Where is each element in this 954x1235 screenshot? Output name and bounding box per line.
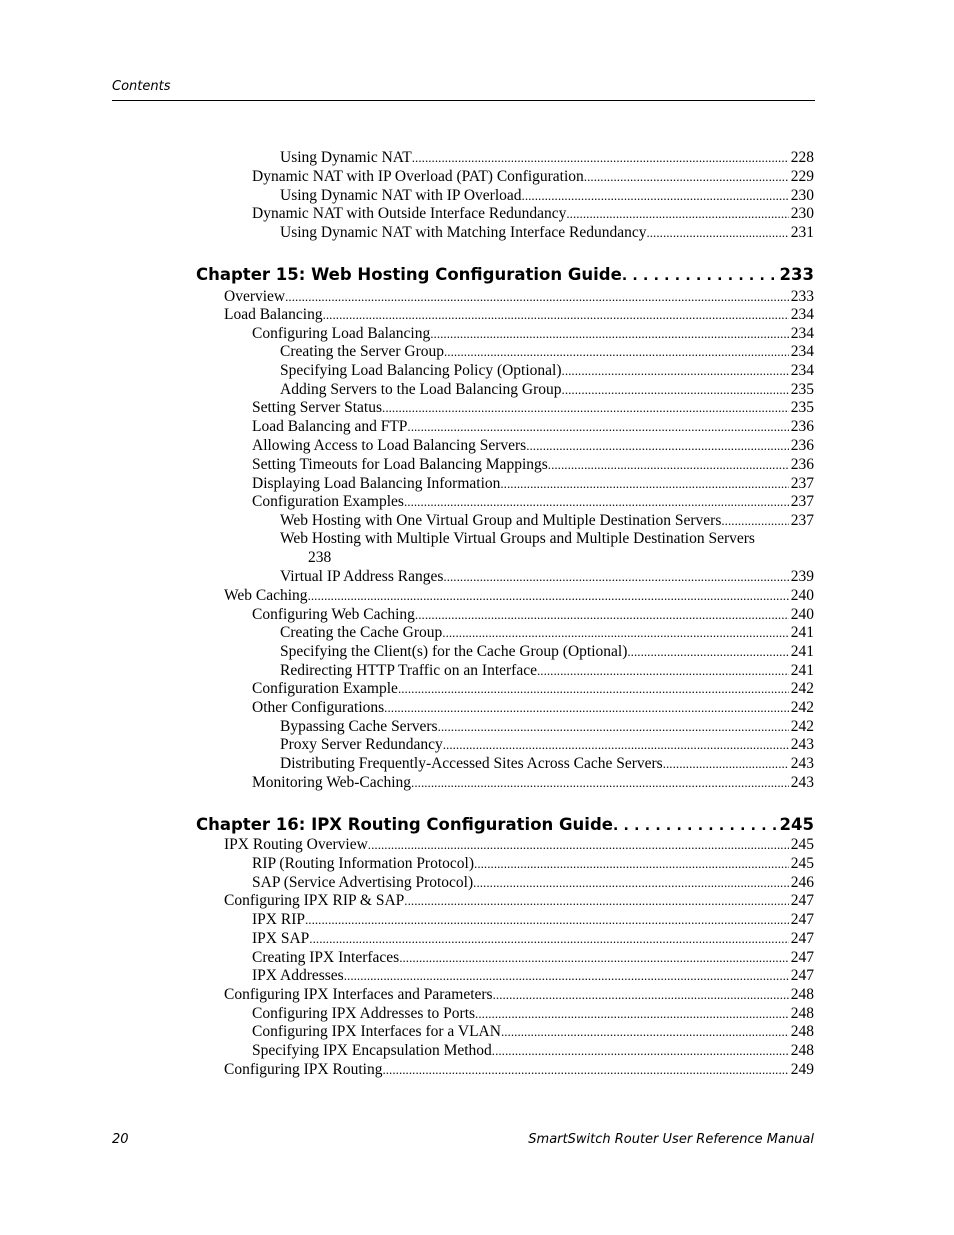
toc-entry[interactable] <box>252 474 814 493</box>
dot-leader <box>404 891 788 910</box>
toc-entry-title: Specifying IPX Encapsulation Method <box>252 1042 492 1059</box>
toc-entry-page: 233 <box>790 288 814 305</box>
toc-entry-page: 236 <box>790 418 814 435</box>
toc-entry-title: Web Hosting with Multiple Virtual Groups and Multiple Destination Servers <box>280 530 755 547</box>
toc-entry[interactable] <box>252 417 814 436</box>
toc-entry[interactable] <box>280 186 814 205</box>
dot-leader <box>473 873 789 892</box>
toc-entry-page: 241 <box>790 662 814 679</box>
toc-entry-page: 240 <box>790 606 814 623</box>
toc-entry-page: 234 <box>790 343 814 360</box>
dot-leader <box>438 717 789 736</box>
toc-entry-title: Redirecting HTTP Traffic on an Interface <box>280 662 537 679</box>
toc-entry-title: Load Balancing and FTP <box>252 418 408 435</box>
toc-entry-title: Configuring IPX Addresses to Ports <box>252 1005 476 1022</box>
toc-entry-title: Configuring IPX Routing <box>224 1061 383 1078</box>
toc-entry-title: IPX Routing Overview <box>224 836 368 853</box>
dot-leader <box>323 305 789 324</box>
toc-entry-page: 248 <box>790 1042 814 1059</box>
toc-entry-page: 240 <box>790 587 814 604</box>
toc-entry-title: Using Dynamic NAT with Matching Interface Redundancy <box>280 224 647 241</box>
toc-entry[interactable] <box>224 891 814 910</box>
running-header: Contents <box>112 79 171 94</box>
toc-entry-title: Proxy Server Redundancy <box>280 736 443 753</box>
toc-entry-title: Overview <box>224 288 286 305</box>
toc-entry-page: 234 <box>790 362 814 379</box>
toc-entry[interactable] <box>252 929 814 948</box>
toc-entry[interactable] <box>252 1004 814 1023</box>
dot-leader <box>415 605 789 624</box>
dot-leader <box>443 735 789 754</box>
toc-entry-page: 243 <box>790 736 814 753</box>
toc-entry-title: Creating IPX Interfaces <box>252 949 400 966</box>
toc-chapter-entry[interactable] <box>196 814 814 837</box>
dot-leader <box>404 492 789 511</box>
toc-entry[interactable] <box>280 380 814 399</box>
toc-entry-title: Distributing Frequently-Accessed Sites Across Cache Servers <box>280 755 663 772</box>
toc-entry-page: 236 <box>790 456 814 473</box>
dot-leader <box>721 511 788 530</box>
dot-leader <box>384 698 789 717</box>
dot-leader <box>344 966 789 985</box>
toc-entry-page: 245 <box>779 815 814 834</box>
toc-entry-title: Specifying Load Balancing Policy (Optional) <box>280 362 562 379</box>
toc-entry[interactable] <box>252 605 814 624</box>
dot-leader <box>501 1022 789 1041</box>
toc-entry[interactable] <box>252 910 814 929</box>
toc-entry-page: 245 <box>790 836 814 853</box>
toc-entry[interactable] <box>252 436 814 455</box>
dot-leader <box>382 1060 788 1079</box>
dot-leader <box>627 642 788 661</box>
dot-leader <box>622 264 778 287</box>
dot-leader <box>474 854 789 873</box>
toc-entry-title: Web Hosting with One Virtual Group and Multiple Destination Servers <box>280 512 722 529</box>
dot-leader <box>522 186 789 205</box>
toc-entry-page: 242 <box>790 680 814 697</box>
toc-entry[interactable] <box>280 735 814 754</box>
toc-entry-title: Configuration Example <box>252 680 398 697</box>
toc-entry[interactable] <box>224 1060 814 1079</box>
dot-leader <box>562 361 789 380</box>
dot-leader <box>382 398 789 417</box>
toc-entry-page: 238 <box>308 548 332 566</box>
toc-entry-page: 246 <box>790 874 814 891</box>
toc-entry[interactable] <box>252 679 814 698</box>
dot-leader <box>493 985 789 1004</box>
dot-leader <box>492 1041 789 1060</box>
toc-entry-title: IPX SAP <box>252 930 310 947</box>
dot-leader <box>613 814 778 837</box>
toc-entry-title: Configuration Examples <box>252 493 404 510</box>
toc-entry-page: 247 <box>790 911 814 928</box>
toc-entry[interactable] <box>280 530 814 567</box>
toc-entry-page: 234 <box>790 306 814 323</box>
toc-entry[interactable] <box>280 361 814 380</box>
toc-entry[interactable] <box>252 324 814 343</box>
dot-leader <box>548 455 789 474</box>
page-number: 20 <box>112 1132 129 1147</box>
dot-leader <box>305 910 789 929</box>
toc-entry-title: IPX Addresses <box>252 967 344 984</box>
toc-entry-title: RIP (Routing Information Protocol) <box>252 855 475 872</box>
toc-entry[interactable] <box>280 511 814 530</box>
dot-leader <box>646 223 788 242</box>
toc-entry[interactable] <box>280 342 814 361</box>
dot-leader <box>566 204 788 223</box>
toc-entry-page: 243 <box>790 774 814 791</box>
toc-entry-title: Creating the Server Group <box>280 343 444 360</box>
toc-entry-page: 237 <box>790 493 814 510</box>
toc-entry-title: Other Configurations <box>252 699 385 716</box>
toc-entry-title: Specifying the Client(s) for the Cache Group (Optional) <box>280 643 628 660</box>
toc-entry-page: 248 <box>790 1023 814 1040</box>
dot-leader <box>443 567 788 586</box>
dot-leader <box>537 661 789 680</box>
toc-entry-title: IPX RIP <box>252 911 305 928</box>
toc-entry[interactable] <box>252 966 814 985</box>
toc-entry-page: 228 <box>790 149 814 166</box>
dot-leader <box>368 835 789 854</box>
toc-entry-page: 248 <box>790 1005 814 1022</box>
toc-entry[interactable] <box>252 167 814 186</box>
toc-entry-page: 248 <box>790 986 814 1003</box>
toc-entry-title: Using Dynamic NAT <box>280 149 412 166</box>
toc-chapter-entry[interactable] <box>196 264 814 287</box>
toc-entry-title: Allowing Access to Load Balancing Servers <box>252 437 527 454</box>
toc-entry-page: 239 <box>790 568 814 585</box>
toc-entry-title: Setting Server Status <box>252 399 383 416</box>
dot-leader <box>584 167 789 186</box>
dot-leader <box>562 380 789 399</box>
toc-entry-title: Dynamic NAT with IP Overload (PAT) Configuration <box>252 168 584 185</box>
dot-leader <box>430 324 789 343</box>
toc-entry[interactable] <box>252 948 814 967</box>
toc-entry-title: Adding Servers to the Load Balancing Group <box>280 381 562 398</box>
toc-entry-title: Setting Timeouts for Load Balancing Mappings <box>252 456 548 473</box>
dot-leader <box>444 342 789 361</box>
toc-entry-page: 236 <box>790 437 814 454</box>
toc-entry-title: Configuring Load Balancing <box>252 325 431 342</box>
toc-entry[interactable] <box>280 223 814 242</box>
toc-entry-title: Monitoring Web-Caching <box>252 774 412 791</box>
toc-entry-page: 241 <box>790 643 814 660</box>
toc-entry-title: Load Balancing <box>224 306 323 323</box>
toc-entry-page: 231 <box>790 224 814 241</box>
toc-entry-page: 247 <box>790 892 814 909</box>
toc-entry-title: SAP (Service Advertising Protocol) <box>252 874 474 891</box>
toc-entry-page: 234 <box>790 325 814 342</box>
toc-entry[interactable] <box>252 398 814 417</box>
dot-leader <box>500 474 788 493</box>
dot-leader <box>407 417 788 436</box>
toc-entry-page: 245 <box>790 855 814 872</box>
toc-entry[interactable] <box>252 873 814 892</box>
dot-leader <box>399 948 789 967</box>
toc-entry[interactable] <box>280 642 814 661</box>
dot-leader <box>411 773 789 792</box>
toc-entry-page: 229 <box>790 168 814 185</box>
toc-entry[interactable] <box>280 754 814 773</box>
dot-leader <box>442 623 788 642</box>
dot-leader <box>663 754 789 773</box>
toc-entry-page: 235 <box>790 381 814 398</box>
toc-entry-title: Configuring Web Caching <box>252 606 415 623</box>
toc-entry[interactable] <box>252 492 814 511</box>
toc-entry-page: 237 <box>790 512 814 529</box>
toc-entry[interactable] <box>252 698 814 717</box>
toc-entry[interactable] <box>224 985 814 1004</box>
dot-leader <box>398 679 789 698</box>
toc-entry[interactable] <box>252 204 814 223</box>
toc-entry[interactable] <box>280 717 814 736</box>
toc-entry-page: 242 <box>790 699 814 716</box>
toc-entry[interactable] <box>252 773 814 792</box>
toc-entry[interactable] <box>280 148 814 167</box>
toc-entry-page: 230 <box>790 205 814 222</box>
toc-entry-title: Using Dynamic NAT with IP Overload <box>280 187 522 204</box>
toc-entry-page: 247 <box>790 949 814 966</box>
toc-entry-title: Chapter 16: IPX Routing Configuration Guide <box>196 815 613 834</box>
toc-entry[interactable] <box>224 305 814 324</box>
toc-entry[interactable] <box>280 567 814 586</box>
toc-entry[interactable] <box>224 586 814 605</box>
toc-entry-title: Chapter 15: Web Hosting Configuration Guide <box>196 265 622 284</box>
toc-entry-title: Dynamic NAT with Outside Interface Redundancy <box>252 205 567 222</box>
dot-leader <box>475 1004 789 1023</box>
toc-entry-page: 242 <box>790 718 814 735</box>
toc-entry-title: Bypassing Cache Servers <box>280 718 438 735</box>
toc-entry-title: Configuring IPX RIP & SAP <box>224 892 405 909</box>
dot-leader <box>308 586 789 605</box>
toc-entry-page: 230 <box>790 187 814 204</box>
toc-entry-title: Virtual IP Address Ranges <box>280 568 444 585</box>
toc-entry-title: Web Caching <box>224 587 308 604</box>
toc-entry-title: Creating the Cache Group <box>280 624 443 641</box>
dot-leader <box>412 148 789 167</box>
toc-entry[interactable] <box>252 1041 814 1060</box>
toc-entry-page: 241 <box>790 624 814 641</box>
toc-entry-page: 247 <box>790 930 814 947</box>
toc-entry[interactable] <box>252 854 814 873</box>
toc-entry[interactable] <box>280 661 814 680</box>
toc-entry-title: Configuring IPX Interfaces and Parameters <box>224 986 493 1003</box>
manual-title: SmartSwitch Router User Reference Manual <box>528 1132 814 1147</box>
dot-leader <box>285 287 789 306</box>
toc-entry-page: 237 <box>790 475 814 492</box>
dot-leader <box>526 436 789 455</box>
dot-leader <box>309 929 788 948</box>
toc-entry[interactable] <box>224 835 814 854</box>
toc-entry-title: Displaying Load Balancing Information <box>252 475 501 492</box>
toc-entry[interactable] <box>252 455 814 474</box>
toc-entry[interactable] <box>224 287 814 306</box>
toc-entry-title: Configuring IPX Interfaces for a VLAN <box>252 1023 501 1040</box>
toc-entry-page: 249 <box>790 1061 814 1078</box>
toc-entry[interactable] <box>252 1022 814 1041</box>
toc-entry-page: 233 <box>779 265 814 284</box>
toc-entry-page: 235 <box>790 399 814 416</box>
toc-entry-page: 243 <box>790 755 814 772</box>
toc-entry[interactable] <box>280 623 814 642</box>
toc-entry-page: 247 <box>790 967 814 984</box>
